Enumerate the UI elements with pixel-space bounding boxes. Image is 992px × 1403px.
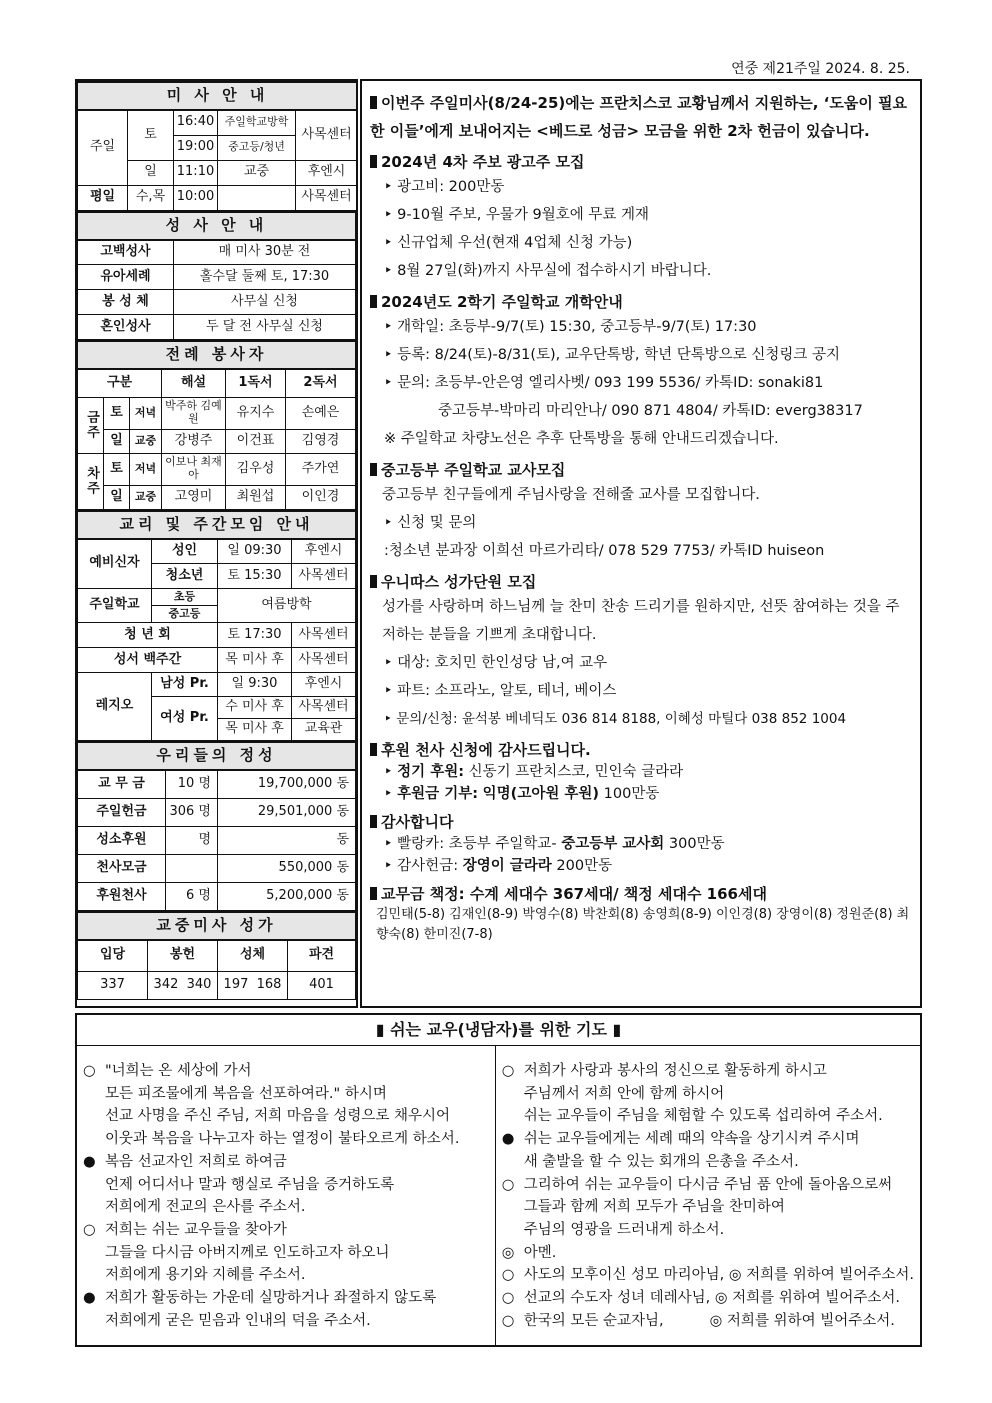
liturgy-reader2: 주가연 bbox=[286, 453, 356, 485]
male-pr-place: 후엔시 bbox=[292, 673, 356, 697]
school-section: 2024년도 2학기 주일학교 개학안내 ‣ 개학일: 초등부-9/7(토) 15:30, 중고등부-9/7(토) 17:30 ‣ 등록: 8/24(토)-8/31(토), 교우단톡방, 학년 단톡방으로 신청링크 공지 ‣ 문의: 초등부-안은영 엘리사벳/ 093 199 5536/ 카톡ID: sonaki81 중고등부-박마리 마리안나/ 090 871 4804/ 카톡ID: everg38317 ※ 주일학교 차량노선은 추후 단톡방을 통해 안내드리겠습니다. bbox=[370, 291, 912, 453]
prayer-line bbox=[502, 1310, 914, 1333]
prayer-marker: ○ bbox=[501, 1176, 515, 1193]
liturgy-day: 일 bbox=[104, 485, 130, 509]
prayer-line bbox=[83, 1174, 489, 1197]
prayer-marker: ○ bbox=[501, 1312, 515, 1329]
school-title: 2024년도 2학기 주일학교 개학안내 bbox=[381, 293, 623, 311]
prayer-line bbox=[502, 1174, 914, 1197]
thanks-section: 감사합니다 ‣ 빨랑카: 초등부 주일학교- 중고등부 교사회 300만동 ‣ 감사헌금: 장영이 글라라 200만동 bbox=[370, 811, 912, 877]
mass-weekday-label: 평일 bbox=[78, 185, 128, 210]
bullet-icon bbox=[370, 295, 377, 308]
female-pr-label: 여성 Pr. bbox=[152, 697, 218, 741]
liturgy-commentator: 이보나 최재아 bbox=[162, 453, 226, 485]
hymn-header: 파견 bbox=[288, 940, 356, 972]
choir-item: 대상: 호치민 한인성당 남,여 교우 bbox=[397, 655, 608, 671]
sacrament-value: 사무실 신청 bbox=[174, 290, 356, 315]
notices-panel bbox=[360, 79, 922, 1008]
sacrament-value: 매 미사 30분 전 bbox=[174, 240, 356, 265]
mass-target: 중고등/청년 bbox=[218, 135, 296, 160]
offering-table bbox=[77, 741, 356, 911]
prayer-text: 주님의 영광을 드러내게 하소서. bbox=[523, 1221, 725, 1238]
bible-time: 목 미사 후 bbox=[218, 648, 292, 673]
youth-time: 토 15:30 bbox=[218, 564, 292, 589]
hymn-header: 봉헌 bbox=[148, 940, 218, 972]
angel-text: 신동기 프란치스코, 민인숙 글라라 bbox=[468, 764, 684, 780]
mass-sun-label: 일 bbox=[128, 160, 174, 185]
offering-name: 후원천사 bbox=[78, 882, 166, 910]
bullet-icon bbox=[370, 96, 377, 109]
teacher-contact: :청소년 분과장 이희선 마르가리타/ 078 529 7753/ 카톡ID huiseon bbox=[384, 543, 825, 559]
liturgy-commentator: 박주하 김예원 bbox=[162, 397, 226, 429]
prayer-marker: ● bbox=[501, 1131, 515, 1148]
bible-label: 성서 백주간 bbox=[78, 648, 218, 673]
school-note: ※ 주일학교 차량노선은 추후 단톡방을 통해 안내드리겠습니다. bbox=[384, 431, 779, 447]
prayer-text: 저희에게 굳은 믿음과 인내의 덕을 주소서. bbox=[105, 1312, 371, 1329]
prayer-line bbox=[83, 1287, 489, 1310]
sacrament-name: 봉 성 체 bbox=[78, 290, 174, 315]
female-pr-place: 사목센터 bbox=[292, 697, 356, 719]
prayer-title-text: 쉬는 교우(냉담자)를 위한 기도 bbox=[390, 1020, 607, 1039]
liturgy-mass: 저녁 bbox=[130, 397, 162, 429]
offering-name: 교 무 금 bbox=[78, 770, 166, 798]
bullet-icon bbox=[370, 743, 377, 756]
mass-time: 11:10 bbox=[174, 160, 218, 185]
liturgy-commentator: 강병주 bbox=[162, 429, 226, 453]
mass-sat-label: 토 bbox=[128, 110, 174, 160]
prayer-line bbox=[83, 1310, 489, 1333]
offering-count: 10 명 bbox=[166, 770, 218, 798]
sunday-school-label: 주일학교 bbox=[78, 589, 152, 623]
choir-item: 문의/신청: 윤석봉 베네딕도 036 814 8188, 이혜성 마틸다 038 852 1004 bbox=[396, 711, 847, 727]
mass-time: 16:40 bbox=[174, 110, 218, 135]
bullet-icon bbox=[370, 155, 377, 168]
mass-place: 사목센터 bbox=[296, 185, 358, 210]
angel-amount: 100만동 bbox=[603, 786, 660, 802]
liturgy-week-label: 금주 bbox=[78, 397, 104, 453]
prayer-text: 이웃과 복음을 나누고자 하는 열정이 불타오르게 하소서. bbox=[105, 1131, 460, 1148]
choir-item: 파트: 소프라노, 알토, 테너, 베이스 bbox=[397, 683, 617, 699]
prayer-text: 저희는 쉬는 교우들을 찾아가 bbox=[105, 1221, 287, 1238]
school-contact2: 중고등부-박마리 마리안나/ 090 871 4804/ 카톡ID: everg38317 bbox=[438, 403, 863, 419]
prayer-marker: ○ bbox=[501, 1063, 515, 1079]
catechumen-label: 예비신자 bbox=[78, 539, 152, 589]
prayer-line bbox=[83, 1128, 489, 1151]
offering-count bbox=[166, 854, 218, 882]
prayer-text: 저희에게 전교의 은사를 주소서. bbox=[105, 1199, 306, 1216]
thanks-amount: 300만동 bbox=[668, 836, 725, 852]
thanks-name: 장영이 글라라 bbox=[462, 858, 552, 874]
prayer-line bbox=[83, 1242, 489, 1265]
sacrament-value: 두 달 전 사무실 신청 bbox=[174, 315, 356, 340]
prayer-line bbox=[502, 1083, 914, 1106]
mid-label: 중고등 bbox=[152, 606, 218, 623]
prayer-line bbox=[502, 1105, 914, 1128]
mass-target: 교중 bbox=[218, 160, 296, 185]
prayer-text: 저희가 활동하는 가운데 실망하거나 좌절하지 않도록 bbox=[105, 1290, 437, 1307]
notice-lead bbox=[370, 89, 912, 145]
prayer-title: ▮ 쉬는 교우(냉담자)를 위한 기도 ▮ bbox=[77, 1015, 920, 1046]
school-item: 등록: 8/24(토)-8/31(토), 교우단톡방, 학년 단톡방으로 신청링크 공지 bbox=[397, 347, 841, 363]
prayer-text: "너희는 온 세상에 가서 bbox=[105, 1063, 252, 1079]
prayer-line bbox=[502, 1060, 914, 1083]
liturgy-reader1: 최원섭 bbox=[226, 485, 286, 509]
prayer-marker: ○ bbox=[501, 1267, 515, 1284]
youth-place: 사목센터 bbox=[292, 564, 356, 589]
sacrament-name: 혼인성사 bbox=[78, 315, 174, 340]
mass-title: 미 사 안 내 bbox=[78, 82, 358, 110]
ad-item: 9-10월 주보, 우물가 9월호에 무료 게재 bbox=[397, 207, 650, 223]
thanks-title: 감사합니다 bbox=[381, 813, 454, 831]
hymn-number: 337 bbox=[78, 972, 148, 1000]
mass-time: 19:00 bbox=[174, 135, 218, 160]
tithe-section bbox=[370, 883, 912, 945]
prayer-text: 아멘. bbox=[523, 1244, 557, 1261]
angel-label: 정기 후원: bbox=[397, 764, 465, 780]
prayer-line bbox=[502, 1196, 914, 1219]
thanks-text: 빨랑카: 초등부 주일학교- bbox=[397, 836, 557, 852]
liturgy-reader1: 유지수 bbox=[226, 397, 286, 429]
liturgy-mass: 교중 bbox=[130, 485, 162, 509]
teacher-title: 중고등부 주일학교 교사모집 bbox=[381, 461, 566, 479]
female-pr-time: 수 미사 후 bbox=[218, 697, 292, 719]
prayer-text: 선교의 수도자 성녀 데레사님, ◎ 저희를 위하여 빌어주소서. bbox=[523, 1290, 900, 1307]
offering-amount: 동 bbox=[218, 826, 356, 854]
liturgy-reader1: 김우성 bbox=[226, 453, 286, 485]
thanks-text: 감사헌금: bbox=[397, 858, 459, 874]
offering-title: 우리들의 정성 bbox=[78, 742, 356, 770]
prayer-line bbox=[83, 1083, 489, 1106]
angel-section: 후원 천사 신청에 감사드립니다. ‣ 정기 후원: 신동기 프란치스코, 민인숙 글라라 ‣ 후원금 기부: 익명(고아원 후원) 100만동 bbox=[370, 739, 912, 805]
liturgy-reader2: 손예은 bbox=[286, 397, 356, 429]
prayer-panel bbox=[75, 1013, 922, 1347]
prayer-line bbox=[83, 1060, 489, 1083]
liturgy-reader2: 이인경 bbox=[286, 485, 356, 509]
mass-place: 후엔시 bbox=[296, 160, 358, 185]
sacrament-title: 성 사 안 내 bbox=[78, 212, 356, 240]
bullet-icon bbox=[370, 887, 377, 900]
female-pr-place: 교육관 bbox=[292, 719, 356, 741]
prayer-text: 쉬는 교우들이 주님을 체험할 수 있도록 섭리하여 주소서. bbox=[523, 1108, 883, 1125]
prayer-line bbox=[502, 1264, 914, 1287]
choir-desc: 성가를 사랑하며 하느님께 늘 찬미 찬송 드리기를 원하지만, 선뜻 참여하는 것을 주저하는 분들을 기쁘게 초대합니다. bbox=[382, 599, 900, 643]
liturgy-day: 토 bbox=[104, 397, 130, 429]
prayer-right-column bbox=[496, 1046, 920, 1347]
offering-name: 천사모금 bbox=[78, 854, 166, 882]
hymn-number: 401 bbox=[288, 972, 356, 1000]
youth-club-label: 청 년 회 bbox=[78, 623, 218, 648]
youth-club-time: 토 17:30 bbox=[218, 623, 292, 648]
prayer-text: 복음 선교자인 저희로 하여금 bbox=[105, 1153, 287, 1170]
angel-text: 익명(고아원 후원) bbox=[482, 786, 600, 802]
mass-sunday-label: 주일 bbox=[78, 110, 128, 185]
hymn-header: 성체 bbox=[218, 940, 288, 972]
choir-section: 우니따스 성가단원 모집 성가를 사랑하며 하느님께 늘 찬미 찬송 드리기를 원하지만, 선뜻 참여하는 것을 주저하는 분들을 기쁘게 초대합니다. ‣ 대상: 호치민 한인성당 남,여 교우 ‣ 파트: 소프라노, 알토, 테너, 베이스 ‣ 문의/신청: 윤석봉 베네딕도 036 814 8188, 이혜성 마틸다 038 852 1004 bbox=[370, 571, 912, 733]
elem-label: 초등 bbox=[152, 589, 218, 606]
liturgy-header: 해설 bbox=[162, 369, 226, 397]
mass-time: 10:00 bbox=[174, 185, 218, 210]
prayer-text: 사도의 모후이신 성모 마리아님, ◎ 저희를 위하여 빌어주소서. bbox=[523, 1267, 914, 1284]
bulletin-date: 연중 제21주일 2024. 8. 25. bbox=[731, 61, 910, 77]
prayer-text: 그리하여 쉬는 교우들이 다시금 주님 품 안에 돌아옴으로써 bbox=[523, 1176, 893, 1193]
prayer-line bbox=[83, 1196, 489, 1219]
prayer-line bbox=[502, 1128, 914, 1151]
bullet-icon bbox=[370, 575, 377, 588]
choir-title: 우니따스 성가단원 모집 bbox=[381, 573, 537, 591]
prayer-marker: ● bbox=[83, 1153, 96, 1170]
ad-section: 2024년 4차 주보 광고주 모집 ‣ 광고비: 200만동 ‣ 9-10월 주보, 우물가 9월호에 무료 게재 ‣ 신규업체 우선(현재 4업체 신청 가능) ‣ 8월 27일(화)까지 사무실에 접수하시기 바랍니다. bbox=[370, 151, 912, 285]
tithe-names: 김민태(5-8) 김재인(8-9) 박영수(8) 박찬회(8) 송영희(8-9) 이인경(8) 장영이(8) 정원준(8) 최향숙(8) 한미진(7-8) bbox=[376, 907, 910, 942]
adult-place: 후엔시 bbox=[292, 539, 356, 564]
prayer-marker: ○ bbox=[83, 1221, 96, 1238]
hymn-number: 197 168 bbox=[218, 972, 288, 1000]
offering-amount: 29,501,000 동 bbox=[218, 798, 356, 826]
sacrament-value: 홀수달 둘째 토, 17:30 bbox=[174, 265, 356, 290]
liturgy-table bbox=[77, 340, 356, 510]
sacrament-name: 고백성사 bbox=[78, 240, 174, 265]
school-item: 개학일: 초등부-9/7(토) 15:30, 중고등부-9/7(토) 17:30 bbox=[397, 319, 757, 335]
mass-wedthu-label: 수,목 bbox=[128, 185, 174, 210]
youth-club-place: 사목센터 bbox=[292, 623, 356, 648]
prayer-line bbox=[502, 1219, 914, 1242]
prayer-line bbox=[83, 1151, 489, 1174]
offering-count: 명 bbox=[166, 826, 218, 854]
teacher-desc: 중고등부 친구들에게 주님사랑을 전해줄 교사를 모집합니다. bbox=[382, 487, 760, 503]
meetings-table bbox=[77, 510, 356, 742]
sacrament-table bbox=[77, 211, 356, 341]
bible-place: 사목센터 bbox=[292, 648, 356, 673]
liturgy-reader1: 이건표 bbox=[226, 429, 286, 453]
male-pr-time: 일 9:30 bbox=[218, 673, 292, 697]
angel-title: 후원 천사 신청에 감사드립니다. bbox=[381, 741, 591, 759]
bullet-icon bbox=[370, 815, 377, 828]
prayer-text: 저희가 사랑과 봉사의 정신으로 활동하게 하시고 bbox=[523, 1063, 827, 1079]
liturgy-week-label: 차주 bbox=[78, 453, 104, 509]
ad-title: 2024년 4차 주보 광고주 모집 bbox=[381, 153, 585, 171]
offering-amount: 19,700,000 동 bbox=[218, 770, 356, 798]
youth-label: 청소년 bbox=[152, 564, 218, 589]
offering-name: 성소후원 bbox=[78, 826, 166, 854]
adult-time: 일 09:30 bbox=[218, 539, 292, 564]
ad-item: 8월 27일(화)까지 사무실에 접수하시기 바랍니다. bbox=[397, 263, 712, 279]
prayer-line bbox=[83, 1264, 489, 1287]
mass-place: 사목센터 bbox=[296, 110, 358, 160]
prayer-line bbox=[502, 1151, 914, 1174]
prayer-text: 저희에게 용기와 지혜를 주소서. bbox=[105, 1267, 306, 1284]
liturgy-mass: 저녁 bbox=[130, 453, 162, 485]
hymn-number: 342 340 bbox=[148, 972, 218, 1000]
thanks-name: 중고등부 교사회 bbox=[561, 836, 665, 852]
prayer-line bbox=[83, 1219, 489, 1242]
prayer-left-column bbox=[77, 1046, 496, 1347]
liturgy-header: 2독서 bbox=[286, 369, 356, 397]
liturgy-day: 토 bbox=[104, 453, 130, 485]
teacher-item: 신청 및 문의 bbox=[397, 515, 477, 531]
prayer-marker: ○ bbox=[501, 1290, 515, 1307]
prayer-text: 주님께서 저희 안에 함께 하시어 bbox=[523, 1085, 725, 1102]
prayer-marker: ○ bbox=[83, 1063, 96, 1079]
liturgy-commentator: 고영미 bbox=[162, 485, 226, 509]
liturgy-reader2: 김영경 bbox=[286, 429, 356, 453]
liturgy-day: 일 bbox=[104, 429, 130, 453]
hymns-table bbox=[77, 911, 356, 1001]
prayer-text: 모든 피조물에게 복음을 선포하여라." 하시며 bbox=[105, 1085, 387, 1102]
school-item: 문의: 초등부-안은영 엘리사벳/ 093 199 5536/ 카톡ID: sonaki81 bbox=[397, 375, 824, 391]
prayer-text: 그들과 함께 저희 모두가 주님을 찬미하여 bbox=[523, 1199, 785, 1216]
liturgy-mass: 교중 bbox=[130, 429, 162, 453]
legio-label: 레지오 bbox=[78, 673, 152, 741]
liturgy-header: 1독서 bbox=[226, 369, 286, 397]
female-pr-time: 목 미사 후 bbox=[218, 719, 292, 741]
prayer-text: 한국의 모든 순교자님, ◎ 저희를 위하여 빌어주소서. bbox=[523, 1312, 895, 1329]
hymns-title: 교중미사 성가 bbox=[78, 912, 356, 940]
liturgy-title: 전례 봉사자 bbox=[78, 341, 356, 369]
prayer-text: 언제 어디서나 말과 행실로 주님을 증거하도록 bbox=[105, 1176, 395, 1193]
prayer-text: 선교 사명을 주신 주님, 저희 마음을 성령으로 채우시어 bbox=[105, 1108, 451, 1125]
offering-count: 306 명 bbox=[166, 798, 218, 826]
notice-lead-text: 이번주 주일미사(8/24-25)에는 프란치스코 교황님께서 지원하는, ‘도움이 필요한 이들’에게 보내어지는 <베드로 성금> 모금을 위한 2차 헌금이 있습니다. bbox=[370, 94, 908, 140]
liturgy-header: 구분 bbox=[78, 369, 162, 397]
male-pr-label: 남성 Pr. bbox=[152, 673, 218, 697]
sacrament-name: 유아세례 bbox=[78, 265, 174, 290]
ad-item: 신규업체 우선(현재 4업체 신청 가능) bbox=[397, 235, 633, 251]
offering-count: 6 명 bbox=[166, 882, 218, 910]
adult-label: 성인 bbox=[152, 539, 218, 564]
teacher-section: 중고등부 주일학교 교사모집 중고등부 친구들에게 주님사랑을 전해줄 교사를 모집합니다. ‣ 신청 및 문의 :청소년 분과장 이희선 마르가리타/ 078 529 7753/ 카톡ID huiseon bbox=[370, 459, 912, 565]
prayer-marker: ● bbox=[83, 1290, 96, 1307]
prayer-text: 쉬는 교우들에게는 세례 때의 약속을 상기시켜 주시며 bbox=[523, 1131, 860, 1148]
prayer-line bbox=[502, 1242, 914, 1265]
mass-schedule-table bbox=[77, 81, 358, 211]
offering-amount: 5,200,000 동 bbox=[218, 882, 356, 910]
ad-item: 광고비: 200만동 bbox=[397, 179, 505, 195]
meetings-title: 교리 및 주간모임 안내 bbox=[78, 511, 356, 539]
sunday-school-value: 여름방학 bbox=[218, 589, 356, 623]
offering-amount: 550,000 동 bbox=[218, 854, 356, 882]
tithe-title: 교무금 책정: 수계 세대수 367세대/ 책정 세대수 166세대 bbox=[381, 885, 767, 903]
bullet-icon bbox=[370, 463, 377, 476]
left-info-panel bbox=[75, 79, 358, 1008]
thanks-amount: 200만동 bbox=[556, 858, 613, 874]
offering-name: 주일헌금 bbox=[78, 798, 166, 826]
mass-target: 주일학교방학 bbox=[218, 110, 296, 135]
mass-target bbox=[218, 185, 296, 210]
hymn-header: 입당 bbox=[78, 940, 148, 972]
prayer-marker: ◎ bbox=[501, 1244, 515, 1261]
prayer-line bbox=[83, 1105, 489, 1128]
prayer-line bbox=[502, 1287, 914, 1310]
prayer-text: 새 출발을 할 수 있는 회개의 은총을 주소서. bbox=[523, 1153, 799, 1170]
prayer-text: 그들을 다시금 아버지께로 인도하고자 하오니 bbox=[105, 1244, 390, 1261]
angel-label: 후원금 기부: bbox=[397, 786, 479, 802]
